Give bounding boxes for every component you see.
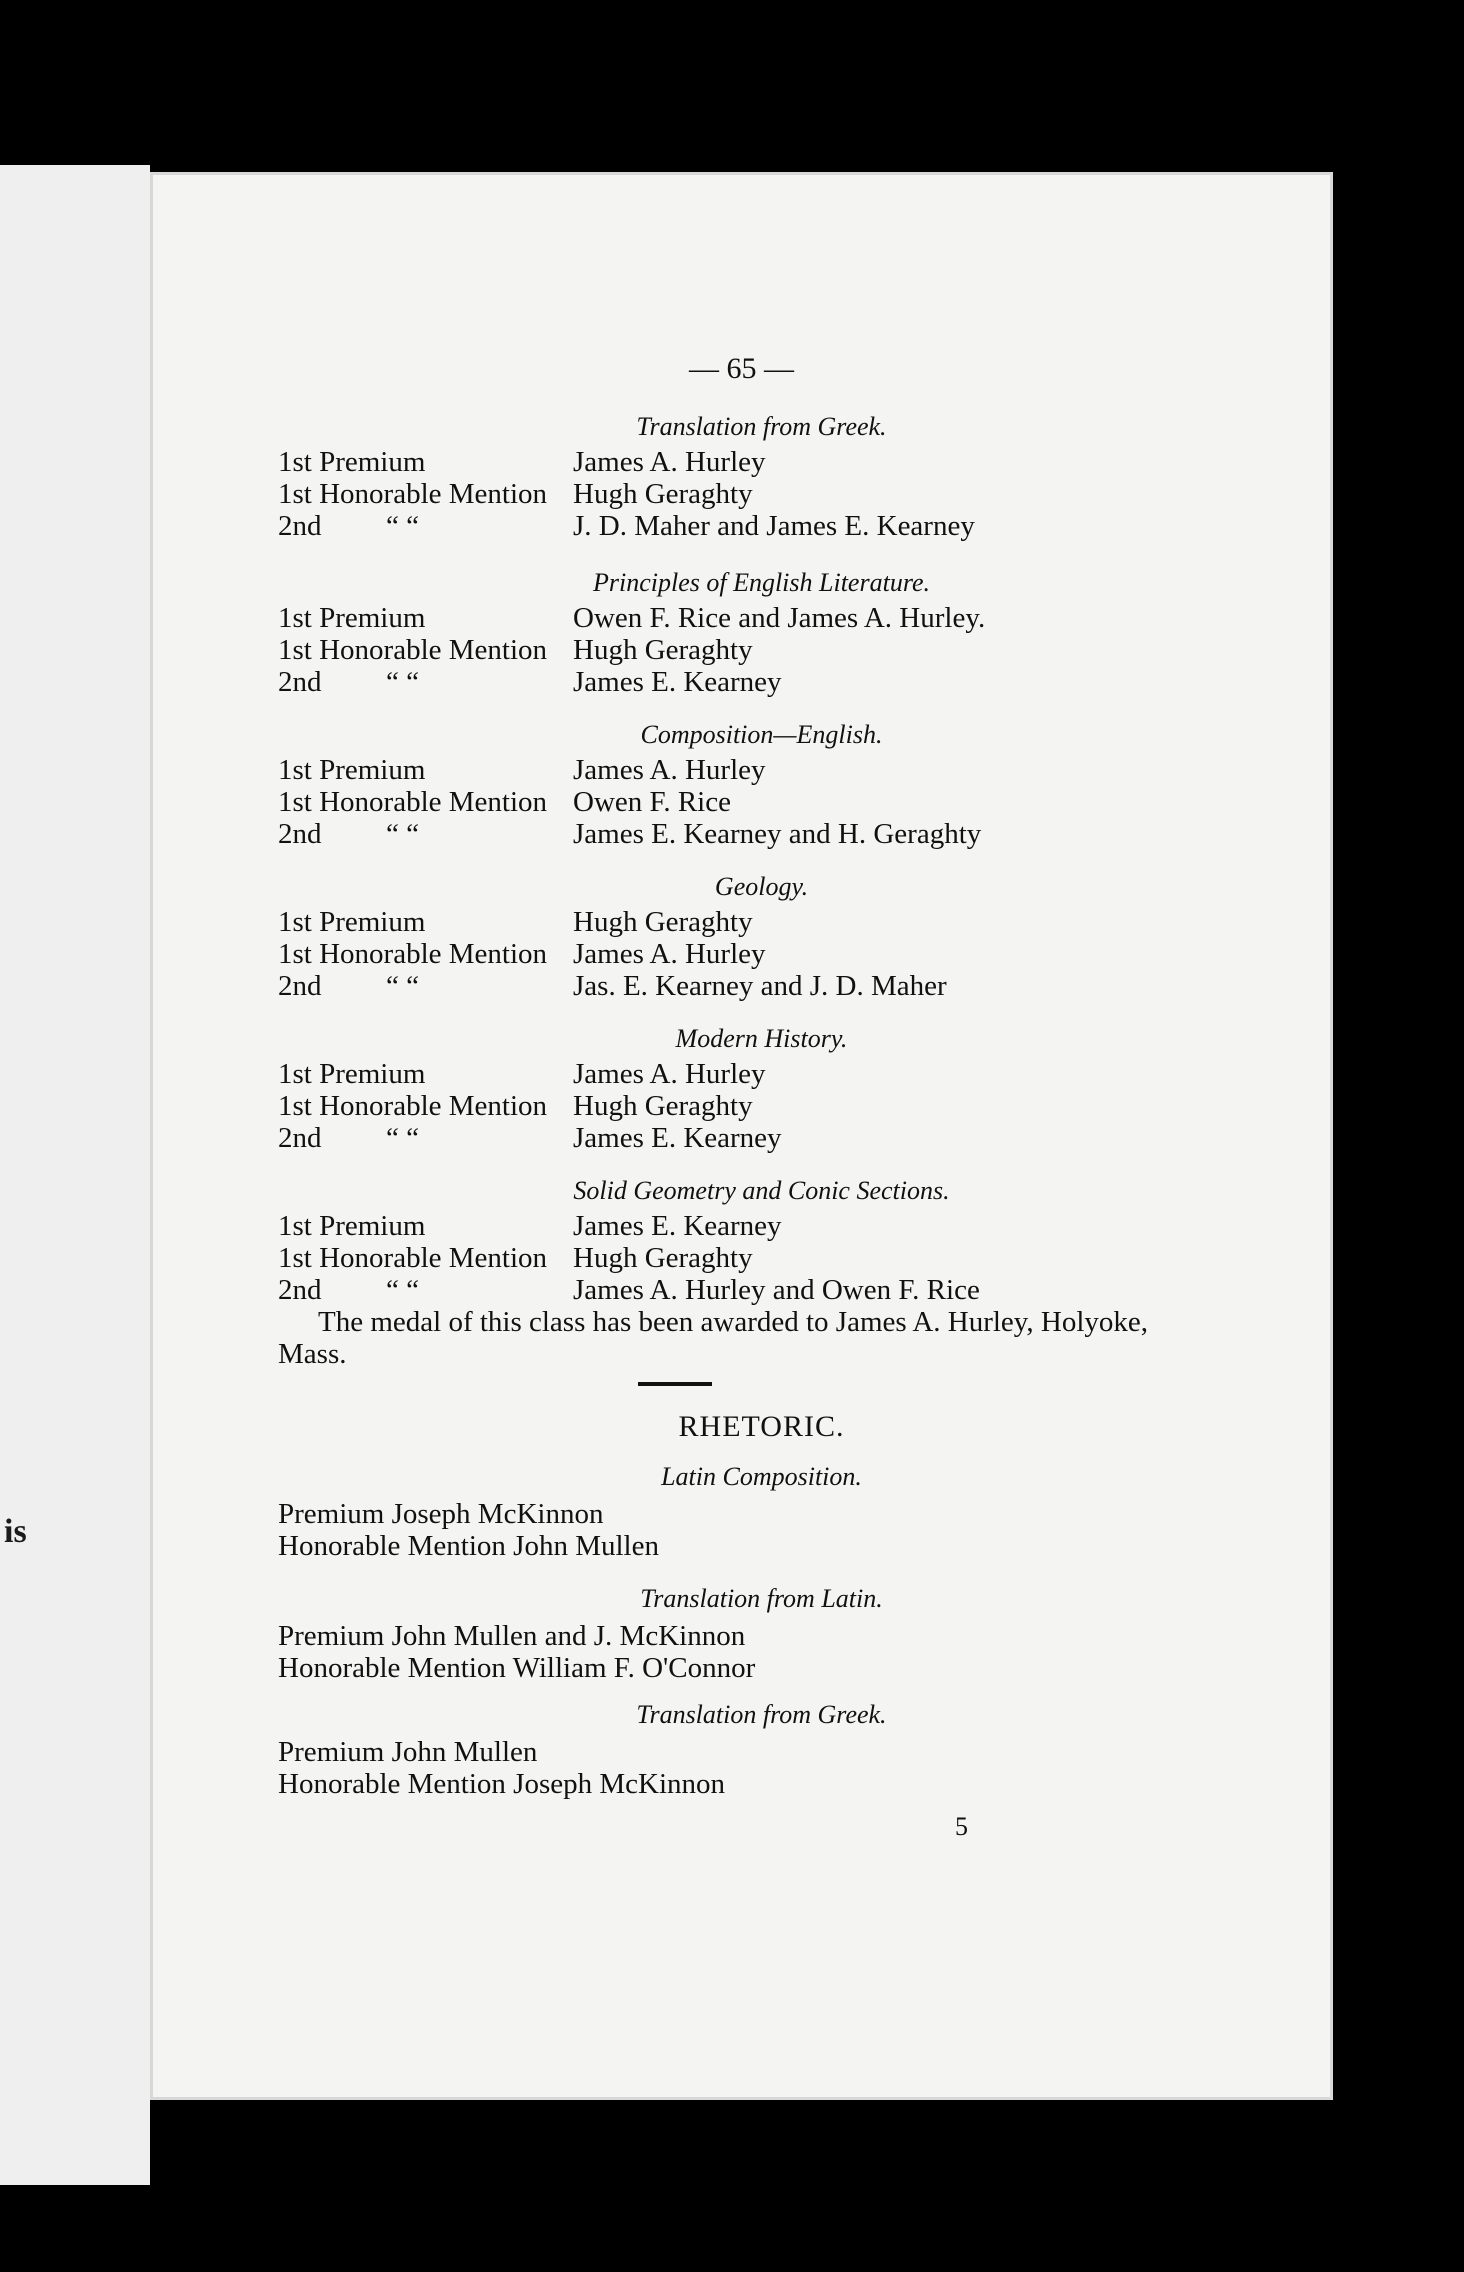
award-names: John Mullen xyxy=(391,1736,538,1768)
award-names: Jas. E. Kearney and J. D. Maher xyxy=(573,970,947,1002)
award-line xyxy=(278,1242,1333,1274)
section-title: Modern History. xyxy=(675,1024,848,1053)
award-label: Premium xyxy=(278,1498,385,1530)
award-label: 2nd xyxy=(278,510,322,542)
ditto-marks: “ “ xyxy=(386,1122,419,1154)
award-names: James E. Kearney and H. Geraghty xyxy=(573,818,982,850)
section-title: Composition—English. xyxy=(640,720,883,749)
award-names: William F. O'Connor xyxy=(512,1652,756,1684)
award-section xyxy=(150,1176,1333,1370)
section-title: Principles of English Literature. xyxy=(592,568,931,597)
award-label: 1st Honorable Mention xyxy=(278,1090,548,1122)
award-line xyxy=(278,1530,1333,1562)
award-names: Hugh Geraghty xyxy=(573,634,753,666)
award-line xyxy=(278,510,1333,542)
award-names: Hugh Geraghty xyxy=(573,478,753,510)
award-names: Hugh Geraghty xyxy=(573,1242,753,1274)
ditto-marks: “ “ xyxy=(386,510,419,542)
award-names: James E. Kearney xyxy=(573,666,782,698)
award-label: 1st Honorable Mention xyxy=(278,478,548,510)
adjacent-page-text: is xyxy=(4,1513,27,1550)
award-line xyxy=(278,1652,1333,1684)
award-label: 1st Honorable Mention xyxy=(278,938,548,970)
rhetoric-section xyxy=(150,1462,1333,1562)
award-label: Honorable Mention xyxy=(278,1768,506,1800)
award-line xyxy=(278,634,1333,666)
award-label: 2nd xyxy=(278,970,322,1002)
section-title: Translation from Greek. xyxy=(636,1700,887,1729)
award-line xyxy=(278,1090,1333,1122)
award-line xyxy=(278,1210,1333,1242)
award-names: Owen F. Rice xyxy=(573,786,731,818)
award-label: 1st Premium xyxy=(278,1058,426,1090)
ditto-marks: “ “ xyxy=(386,970,419,1002)
award-line xyxy=(278,666,1333,698)
award-line xyxy=(278,970,1333,1002)
award-line xyxy=(278,754,1333,786)
section-title: Translation from Latin. xyxy=(640,1584,883,1613)
signature-mark: 5 xyxy=(955,1812,968,1841)
award-line xyxy=(278,906,1333,938)
section-title: Latin Composition. xyxy=(661,1462,862,1491)
award-names: James A. Hurley and Owen F. Rice xyxy=(573,1274,980,1306)
section-title: Solid Geometry and Conic Sections. xyxy=(573,1176,950,1205)
award-line xyxy=(278,1122,1333,1154)
award-label: 2nd xyxy=(278,1122,322,1154)
award-names: Hugh Geraghty xyxy=(573,1090,753,1122)
award-label: 1st Honorable Mention xyxy=(278,786,548,818)
award-names: James A. Hurley xyxy=(573,938,766,970)
award-names: James A. Hurley xyxy=(573,1058,766,1090)
award-names: Joseph McKinnon xyxy=(391,1498,604,1530)
ditto-marks: “ “ xyxy=(386,818,419,850)
award-line xyxy=(278,446,1333,478)
award-names: James E. Kearney xyxy=(573,1210,782,1242)
award-label: 1st Honorable Mention xyxy=(278,634,548,666)
award-label: Honorable Mention xyxy=(278,1652,506,1684)
medal-note-text: The medal of this class has been awarded to James A. Hurley, Holyoke, Mass. xyxy=(278,1306,1149,1370)
award-line xyxy=(278,1058,1333,1090)
award-names: James A. Hurley xyxy=(573,446,766,478)
award-names: Joseph McKinnon xyxy=(513,1768,726,1800)
award-section xyxy=(150,872,1333,1002)
award-line xyxy=(278,602,1333,634)
award-section xyxy=(150,1024,1333,1154)
award-names: John Mullen and J. McKinnon xyxy=(391,1620,746,1652)
award-label: 1st Premium xyxy=(278,754,426,786)
award-label: 2nd xyxy=(278,818,322,850)
award-section xyxy=(150,412,1333,542)
rhetoric-section xyxy=(150,1584,1333,1684)
award-names: Owen F. Rice and James A. Hurley. xyxy=(573,602,986,634)
award-label: 1st Premium xyxy=(278,446,426,478)
award-names: John Mullen xyxy=(513,1530,659,1562)
section-title: Geology. xyxy=(714,872,809,901)
award-line xyxy=(278,1620,1333,1652)
award-line xyxy=(278,786,1333,818)
award-line xyxy=(278,938,1333,970)
rhetoric-section xyxy=(150,1700,1333,1800)
award-names: James E. Kearney xyxy=(573,1122,782,1154)
book-page xyxy=(150,172,1333,2100)
award-label: 2nd xyxy=(278,666,322,698)
award-names: J. D. Maher and James E. Kearney xyxy=(573,510,975,542)
page-number: — 65 — xyxy=(689,352,794,385)
section-divider xyxy=(638,1382,712,1386)
award-label: 1st Premium xyxy=(278,906,426,938)
rhetoric-heading: RHETORIC. xyxy=(678,1410,845,1443)
award-section xyxy=(150,720,1333,850)
award-label: 2nd xyxy=(278,1274,322,1306)
award-line xyxy=(278,478,1333,510)
award-label: Premium xyxy=(278,1736,385,1768)
award-label: Premium xyxy=(278,1620,385,1652)
adjacent-page xyxy=(0,165,150,2185)
award-label: Honorable Mention xyxy=(278,1530,506,1562)
award-section xyxy=(150,568,1333,698)
award-label: 1st Premium xyxy=(278,1210,426,1242)
ditto-marks: “ “ xyxy=(386,1274,419,1306)
award-line xyxy=(278,1274,1333,1306)
award-names: James A. Hurley xyxy=(573,754,766,786)
award-line xyxy=(278,818,1333,850)
award-names: Hugh Geraghty xyxy=(573,906,753,938)
award-line xyxy=(278,1736,1333,1768)
award-label: 1st Premium xyxy=(278,602,426,634)
award-line xyxy=(278,1498,1333,1530)
award-label: 1st Honorable Mention xyxy=(278,1242,548,1274)
medal-note xyxy=(278,1306,1218,1370)
award-line xyxy=(278,1768,1333,1800)
section-title: Translation from Greek. xyxy=(636,412,887,441)
ditto-marks: “ “ xyxy=(386,666,419,698)
